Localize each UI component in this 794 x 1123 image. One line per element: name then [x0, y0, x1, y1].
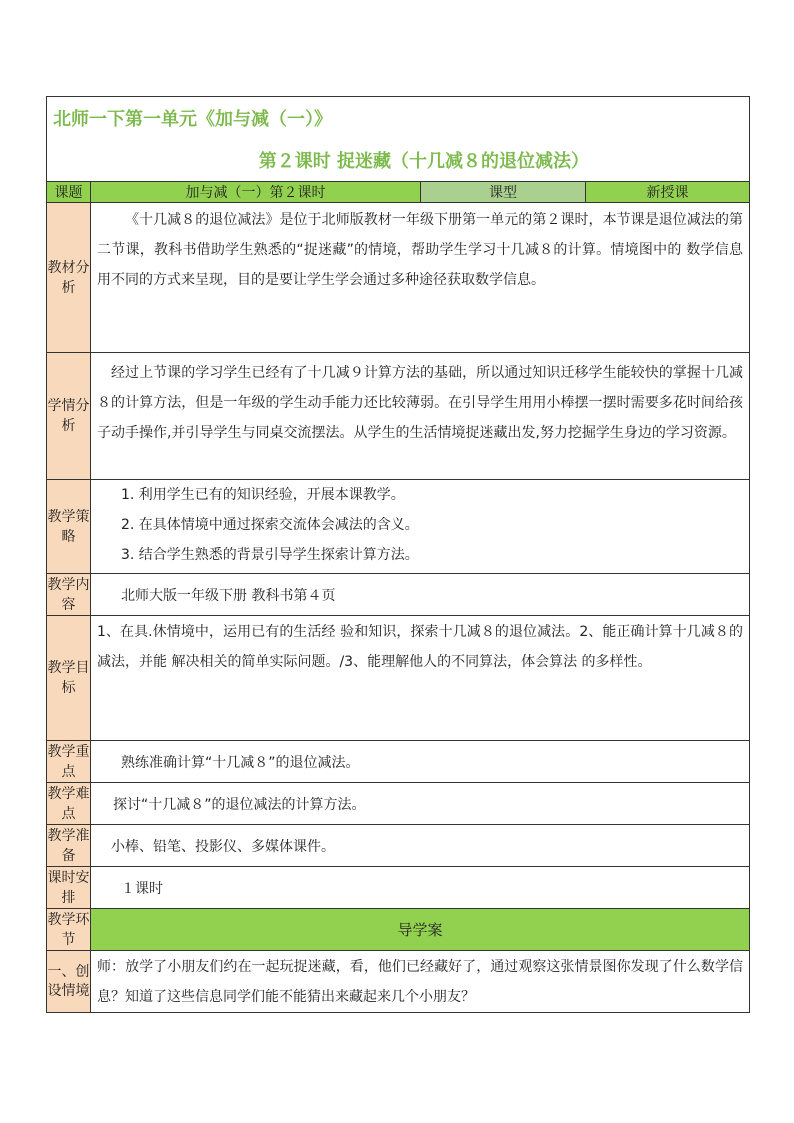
key-points-text: 熟练准确计算“十几减８”的退位减法。	[91, 741, 750, 783]
course-row	[47, 182, 750, 203]
intro-row	[47, 951, 750, 1013]
goals-row	[47, 616, 750, 741]
intro-label: 一、创设情境	[47, 951, 91, 1013]
strategy-label: 教学策略	[47, 480, 91, 574]
key-points-label: 教学重点	[47, 741, 91, 783]
course-type-label: 课型	[421, 182, 586, 203]
material-text: 《十几减８的退位减法》是位于北师版教材一年级下册第一单元的第２课时，本节课是退位减法的第二节课，教科书借助学生熟悉的“捉迷藏”的情境，帮助学生学习十几减８的计算。情境图中的 数学信息用不同的方式来呈现，目的是要让学生学会通过多种途径获取数学信息。	[91, 203, 750, 353]
difficulties-label: 教学难点	[47, 783, 91, 825]
difficulties-text: 探讨“十几减８”的退位减法的计算方法。	[91, 783, 750, 825]
strategy-item: 1. 利用学生已有的知识经验，开展本课教学。	[121, 487, 405, 503]
goals-label: 教学目标	[47, 616, 91, 741]
stage-label: 教学环节	[47, 909, 91, 951]
difficulties-row	[47, 783, 750, 825]
content-row	[47, 574, 750, 616]
preparation-label: 教学准备	[47, 825, 91, 867]
lesson-title: 第２课时 捉迷藏（十几减８的退位减法）	[47, 139, 750, 182]
lesson-plan-table	[46, 96, 750, 1013]
strategy-list	[91, 480, 750, 574]
students-text: 经过上节课的学习学生已经有了十几减９计算方法的基础，所以通过知识迁移学生能较快的掌握十几减８的计算方法，但是一年级的学生动手能力还比较薄弱。在引导学生用用小棒摆一摆时需要多花时间给孩子动手操作,并引导学生与同桌交流摆法。从学生的生活情境捉迷藏出发,努力挖掘学生身边的学习资源。	[91, 353, 750, 480]
unit-title: 北师一下第一单元《加与减（一）》	[47, 97, 750, 140]
content-text: 北师大版一年级下册 教科书第４页	[91, 574, 750, 616]
strategy-item: 3. 结合学生熟悉的背景引导学生探索计算方法。	[121, 547, 419, 563]
lesson-plan	[46, 96, 749, 1013]
content-label: 教学内容	[47, 574, 91, 616]
strategy-row	[47, 480, 750, 574]
preparation-row	[47, 825, 750, 867]
students-label: 学情分析	[47, 353, 91, 480]
strategy-item: 2. 在具体情境中通过探索交流体会减法的含义。	[121, 517, 419, 533]
course-label: 课题	[47, 182, 91, 203]
schedule-label: 课时安排	[47, 867, 91, 909]
preparation-text: 小棒、铅笔、投影仪、多媒体课件。	[91, 825, 750, 867]
schedule-row	[47, 867, 750, 909]
intro-text: 师：放学了小朋友们约在一起玩捉迷藏，看，他们已经藏好了，通过观察这张情景图你发现了什么数学信息？知道了这些信息同学们能不能猜出来藏起来几个小朋友？	[91, 951, 750, 1013]
course-type-value: 新授课	[586, 182, 750, 203]
key-points-row	[47, 741, 750, 783]
students-row	[47, 353, 750, 480]
goals-text: 1、在具.休情境中，运用已有的生活经 验和知识，探索十几减８的退位减法。2、能正确计算十几减８的减法，并能 解决相关的简单实际问题。/3、能理解他人的不同算法，体会算法 的多样性。	[91, 616, 750, 741]
stage-row	[47, 909, 750, 951]
schedule-text: １课时	[91, 867, 750, 909]
material-label: 教材分析	[47, 203, 91, 353]
course-topic: 加与减（一）第２课时	[91, 182, 421, 203]
material-row	[47, 203, 750, 353]
stage-header: 导学案	[91, 909, 750, 951]
